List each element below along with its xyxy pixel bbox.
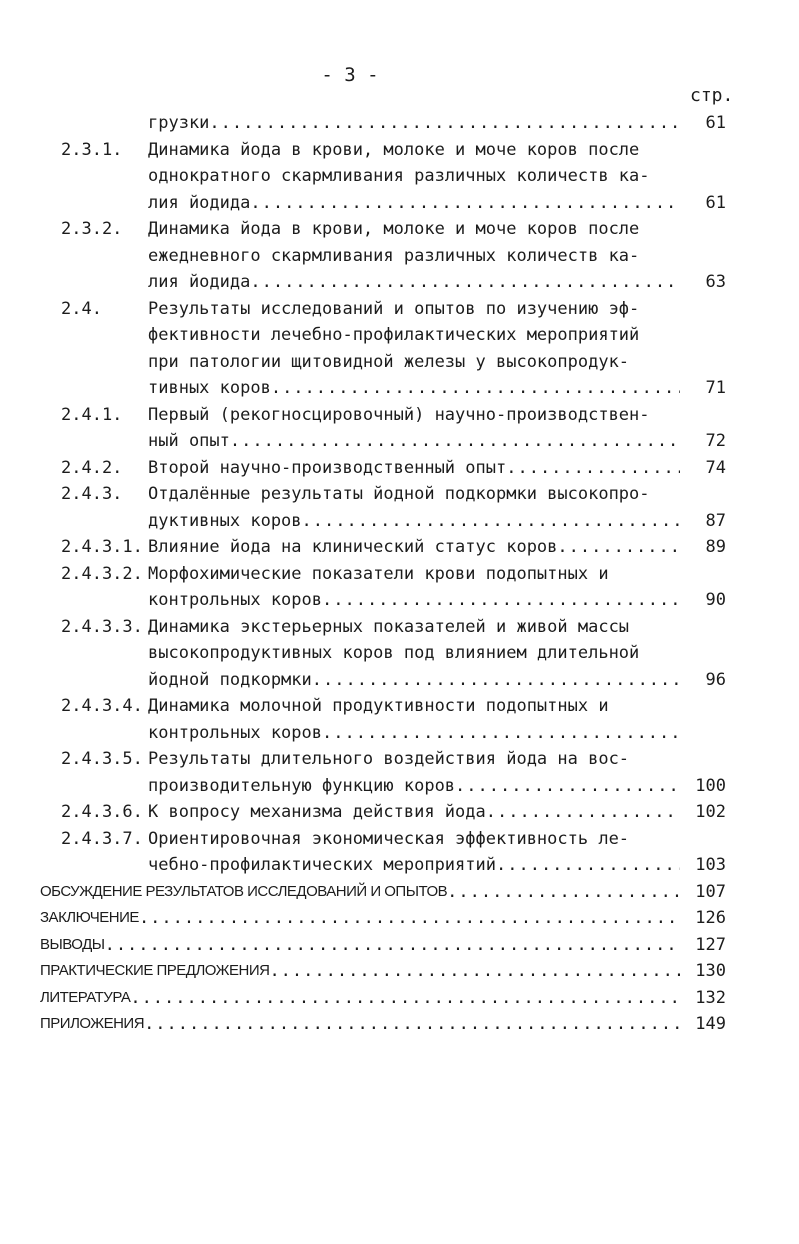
section-entry bbox=[40, 879, 680, 905]
toc-entry-text: Результаты исследований и опытов по изучению эф- bbox=[148, 298, 640, 319]
toc-entry-page: 103 bbox=[695, 855, 726, 875]
leader-dots bbox=[139, 905, 680, 931]
toc-entry-line bbox=[148, 746, 680, 772]
section-entry bbox=[40, 958, 680, 984]
section-page: 107 bbox=[695, 881, 726, 902]
toc-entry-line bbox=[148, 349, 680, 375]
section-entry bbox=[40, 905, 680, 931]
toc-entry-line bbox=[148, 667, 680, 693]
leader-dots bbox=[209, 110, 680, 136]
section-title: ПРИЛОЖЕНИЯ bbox=[40, 1015, 145, 1032]
leader-dots bbox=[144, 1011, 680, 1037]
toc-entry-page: 61 bbox=[705, 192, 726, 213]
toc-entry-line bbox=[148, 428, 680, 454]
toc-entry-line bbox=[148, 587, 680, 613]
toc-entry-page: 102 bbox=[695, 802, 726, 822]
toc-entry-line bbox=[148, 269, 680, 295]
toc-entry-line bbox=[148, 799, 680, 825]
section-page: 130 bbox=[695, 961, 726, 981]
leader-dots bbox=[130, 985, 680, 1011]
section-title: ОБСУЖДЕНИЕ РЕЗУЛЬТАТОВ ИССЛЕДОВАНИЙ И ОПЫТОВ bbox=[40, 882, 448, 900]
leader-dots bbox=[506, 455, 680, 481]
toc-entry-line bbox=[148, 826, 680, 852]
toc-entry-text: йодной подкормки bbox=[148, 669, 312, 690]
toc-entry-line bbox=[148, 773, 680, 799]
toc-entry-number: 2.4.3.2. bbox=[61, 563, 143, 584]
section-page: 149 bbox=[695, 1014, 726, 1034]
toc-entry-line bbox=[148, 720, 680, 746]
leader-dots bbox=[322, 587, 680, 613]
leader-dots bbox=[496, 852, 680, 878]
toc-entry-line bbox=[148, 534, 680, 560]
page-column-label: стр. bbox=[690, 85, 734, 106]
toc-entry-number: 2.4.3. bbox=[61, 484, 123, 504]
leader-dots bbox=[486, 799, 680, 825]
toc-entry-text: Отдалённые результаты йодной подкормки высокопро- bbox=[148, 484, 650, 504]
toc-entry-text: грузки bbox=[148, 113, 210, 133]
toc-entry-line bbox=[148, 508, 680, 534]
toc-entry-line bbox=[148, 163, 680, 189]
section-title: ЛИТЕРАТУРА bbox=[40, 988, 131, 1006]
toc-entry-line bbox=[148, 481, 680, 507]
toc-entry-page: 71 bbox=[705, 378, 726, 398]
toc-entry-number: 2.4.3.5. bbox=[61, 749, 143, 769]
toc-entry-text: фективности лечебно-профилактических мероприятий bbox=[148, 325, 640, 345]
toc-entry-line bbox=[148, 190, 680, 216]
toc-entry-text: контрольных коров bbox=[148, 722, 322, 743]
toc-entry-text: Второй научно-производственный опыт bbox=[148, 457, 507, 478]
toc-entry-line bbox=[148, 640, 680, 666]
leader-dots bbox=[269, 958, 680, 984]
toc-entry-number: 2.4.2. bbox=[61, 457, 123, 478]
toc-entry-number: 2.4.3.3. bbox=[61, 616, 143, 637]
toc-entry-line bbox=[148, 216, 680, 242]
toc-entry-text: производительную функцию коров bbox=[148, 775, 456, 796]
toc-entry-page: 61 bbox=[705, 113, 726, 133]
section-title: ЗАКЛЮЧЕНИЕ bbox=[40, 909, 139, 926]
toc-entry-text: лия йодида bbox=[148, 192, 251, 213]
leader-dots bbox=[230, 428, 680, 454]
leader-dots bbox=[302, 508, 680, 534]
section-entry bbox=[40, 1011, 680, 1037]
leader-dots bbox=[455, 773, 680, 799]
toc-entry-page: 100 bbox=[695, 775, 726, 796]
toc-entry-number: 2.4.3.1. bbox=[61, 537, 143, 557]
toc-entry-text: Динамика йода в крови, молоке и моче коров после bbox=[148, 139, 640, 160]
section-page: 126 bbox=[695, 908, 726, 928]
toc-entry-text: чебно-профилактических мероприятий bbox=[148, 855, 496, 875]
section-entry bbox=[40, 932, 680, 958]
leader-dots bbox=[105, 932, 680, 958]
toc-entry-text: лия йодида bbox=[148, 272, 251, 292]
toc-entry-page: 96 bbox=[705, 669, 726, 690]
leader-dots bbox=[271, 375, 680, 401]
toc-entry-line bbox=[148, 693, 680, 719]
toc-entry-line bbox=[148, 322, 680, 348]
toc-entry-text: тивных коров bbox=[148, 378, 271, 398]
toc-entry-text: при патологии щитовидной железы у высокопродук- bbox=[148, 351, 630, 372]
section-title: ВЫВОДЫ bbox=[40, 935, 105, 953]
toc-entry-text: Динамика экстерьерных показателей и живой массы bbox=[148, 616, 630, 637]
toc-entry-text: Результаты длительного воздействия йода на вос- bbox=[148, 749, 630, 769]
toc-entry-number: 2.4.3.4. bbox=[61, 696, 143, 716]
toc-entry-page: 72 bbox=[705, 431, 726, 451]
toc-entry-text: Динамика молочной продуктивности подопытных и bbox=[148, 696, 609, 716]
toc-entry-page: 87 bbox=[705, 510, 726, 531]
section-title: ПРАКТИЧЕСКИЕ ПРЕДЛОЖЕНИЯ bbox=[40, 962, 270, 979]
toc-entry-text: однократного скармливания различных количеств ка- bbox=[148, 166, 650, 186]
toc-entry-page: 63 bbox=[705, 272, 726, 292]
leader-dots bbox=[447, 879, 680, 905]
toc-entry-line bbox=[148, 561, 680, 587]
section-page: 132 bbox=[695, 987, 726, 1008]
leader-dots bbox=[250, 190, 680, 216]
toc-entry-page: 90 bbox=[705, 590, 726, 610]
toc-entry-line bbox=[148, 375, 680, 401]
toc-entry-text: К вопросу механизма действия йода bbox=[148, 802, 486, 822]
toc-entry-line bbox=[148, 110, 680, 136]
toc-entry-number: 2.4. bbox=[61, 298, 102, 319]
section-page: 127 bbox=[695, 934, 726, 955]
leader-dots bbox=[322, 720, 680, 746]
leader-dots bbox=[557, 534, 680, 560]
toc-entry-number: 2.3.1. bbox=[61, 139, 123, 160]
toc-entry-text: контрольных коров bbox=[148, 590, 322, 610]
toc-entry-text: Влияние йода на клинический статус коров bbox=[148, 537, 558, 557]
toc-entry-line bbox=[148, 137, 680, 163]
toc-entry-line bbox=[148, 455, 680, 481]
toc-entry-number: 2.4.1. bbox=[61, 404, 123, 425]
toc-entry-text: Морфохимические показатели крови подопытных и bbox=[148, 563, 609, 584]
toc-entry-text: дуктивных коров bbox=[148, 510, 302, 531]
section-entry bbox=[40, 985, 680, 1011]
toc-entry-line bbox=[148, 614, 680, 640]
leader-dots bbox=[250, 269, 680, 295]
toc-entry-line bbox=[148, 243, 680, 269]
toc-entry-text: Первый (рекогносцировочный) научно-производствен- bbox=[148, 404, 650, 425]
toc-entry-line bbox=[148, 852, 680, 878]
toc-entry-text: ный опыт bbox=[148, 431, 230, 451]
toc-entry-number: 2.4.3.6. bbox=[61, 802, 143, 822]
page-number: - 3 - bbox=[321, 64, 379, 86]
toc-entry-text: Ориентировочная экономическая эффективность ле- bbox=[148, 828, 630, 849]
toc-entry-text: Динамика йода в крови, молоке и моче коров после bbox=[148, 219, 640, 239]
toc-entry-text: ежедневного скармливания различных количеств ка- bbox=[148, 245, 640, 266]
toc-entry-page: 89 bbox=[705, 537, 726, 557]
leader-dots bbox=[312, 667, 680, 693]
toc-entry-number: 2.3.2. bbox=[61, 219, 123, 239]
toc-entry-line bbox=[148, 402, 680, 428]
toc-entry-line bbox=[148, 296, 680, 322]
toc-entry-text: высокопродуктивных коров под влиянием длительной bbox=[148, 643, 640, 663]
toc-entry-number: 2.4.3.7. bbox=[61, 828, 143, 849]
toc-entry-page: 74 bbox=[705, 457, 726, 478]
